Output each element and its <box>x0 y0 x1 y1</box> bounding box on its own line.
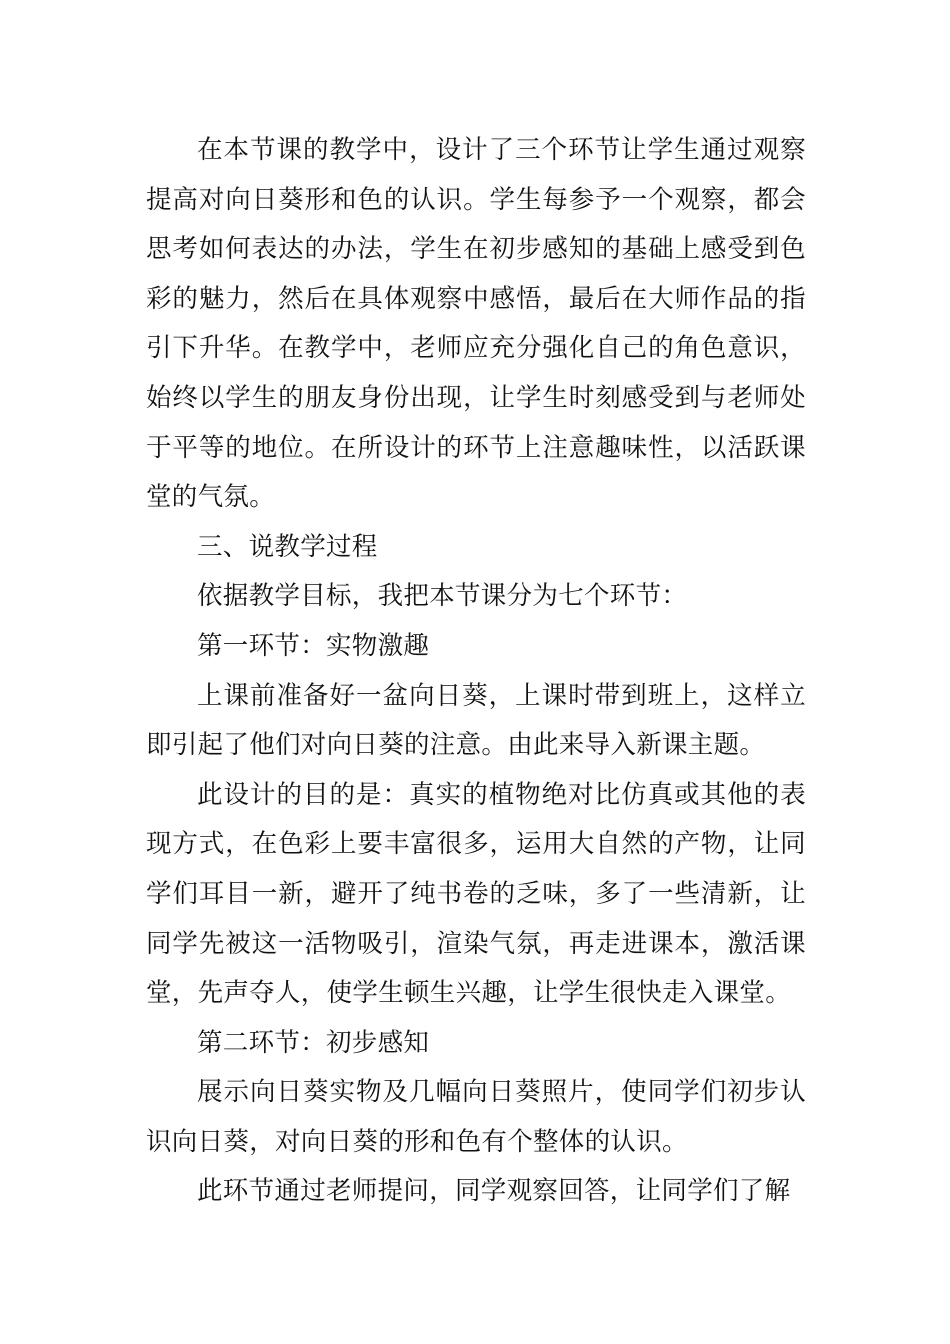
heading-teaching-process: 三、说教学过程 <box>197 531 378 562</box>
paragraph-stage-one-purpose: 此设计的目的是：真实的植物绝对比仿真或其他的表现方式，在色彩上要丰富很多，运用大自然的产物，让同学们耳目一新，避开了纯书卷的乏味，多了一些清新，让同学先被这一活物吸引，渲染气氛，再走进课本，激活课堂，先声夺人，使学生顿生兴趣，让学生很快走入课堂。 <box>146 779 806 1009</box>
paragraph-stage-two-show: 展示向日葵实物及几幅向日葵照片，使同学们初步认识向日葵，对向日葵的形和色有个整体的认识。 <box>146 1077 806 1157</box>
paragraph-seven-stages: 依据教学目标，我把本节课分为七个环节： <box>197 581 688 612</box>
heading-stage-two: 第二环节：初步感知 <box>197 1027 430 1058</box>
paragraph-teaching-design: 在本节课的教学中，设计了三个环节让学生通过观察提高对向日葵形和色的认识。学生每参予一个观察，都会思考如何表达的办法，学生在初步感知的基础上感受到色彩的魅力，然后在具体观察中感悟，最后在大师作品的指引下升华。在教学中，老师应充分强化自己的角色意识，始终以学生的朋友身份出现，让学生时刻感受到与老师处于平等的地位。在所设计的环节上注意趣味性，以活跃课堂的气氛。 <box>146 135 806 513</box>
paragraph-stage-two-question: 此环节通过老师提问，同学观察回答，让同学们了解 <box>197 1176 791 1207</box>
document-body <box>146 126 806 1217</box>
heading-stage-one: 第一环节：实物激趣 <box>197 630 430 661</box>
paragraph-stage-one-prep: 上课前准备好一盆向日葵，上课时带到班上，这样立即引起了他们对向日葵的注意。由此来导入新课主题。 <box>146 680 806 761</box>
